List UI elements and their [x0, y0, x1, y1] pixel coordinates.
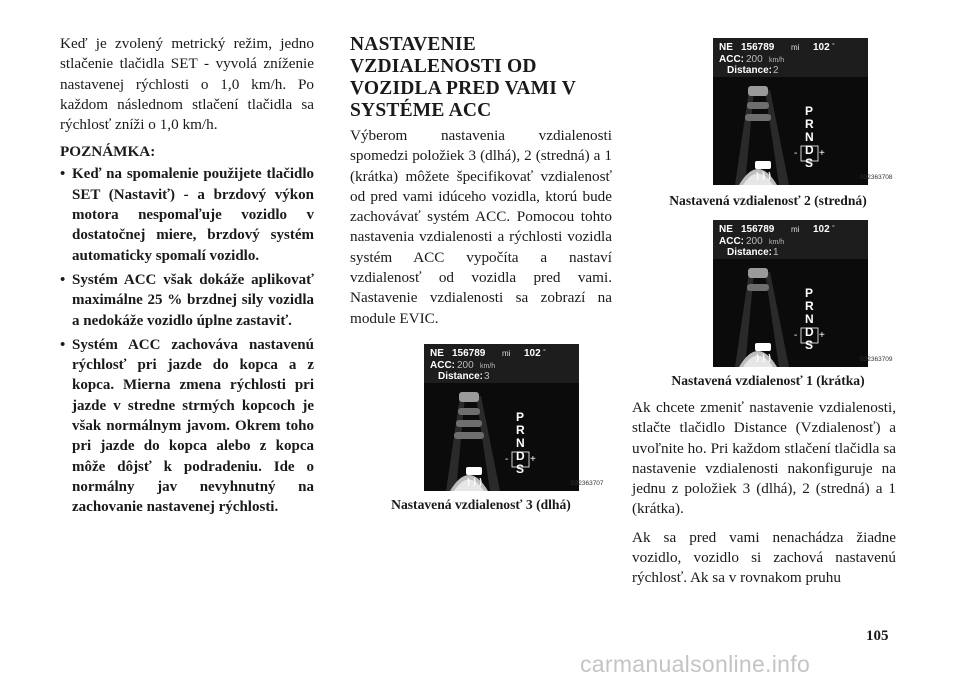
gear-letter: D [805, 325, 814, 339]
intro-paragraph: Keď je zvolený metrický režim, jedno stlačenie tlačidla SET - vyvolá zníženie nastavenej rýchlosti o 1,0 km/h. Po každom následnom stlačení tlačidla sa rýchlosť zníži o 1,0 km/h. [60, 35, 314, 134]
acc-label: ACC: [719, 54, 744, 65]
temperature-value: 102 [524, 348, 541, 359]
cluster-figure-distance-2 [713, 38, 893, 185]
gear-plus: + [819, 330, 825, 341]
cluster-figure-distance-1 [713, 220, 893, 367]
gear-letter: D [805, 143, 814, 157]
instruction-paragraph: Ak sa pred vami nenachádza žiadne vozidlo, vozidlo si zachová nastavenú rýchlosť. Ak sa v rovnakom pruhu [632, 528, 896, 587]
figure-code: 032363708 [860, 174, 893, 181]
gear-plus: + [819, 148, 825, 159]
figure-caption: Nastavená vzdialenosť 1 (krátka) [671, 373, 865, 388]
section-body: Výberom nastavenia vzdialenosti spomedzi položiek 3 (dlhá), 2 (stredná) a 1 (krátka) môžete špecifikovať vzdialenosť od pred vami idúceho vozidla, ktorú bude zachovávať systém ACC. Pomocou tohto nastavenia vzdialenosti a rýchlosti vozidla systém ACC vypočíta a nastaví vzdialenosť od vozidla pred vami. Nastavenie vzdialenosti sa zobrazí na module EVIC. [350, 127, 612, 327]
distance-gap-bar [745, 114, 771, 121]
odometer-unit: mi [791, 43, 800, 52]
distance-setting-value: 3 [484, 371, 490, 382]
instrument-cluster-display [424, 344, 579, 491]
acc-label: ACC: [719, 236, 744, 247]
figure-caption: Nastavená vzdialenosť 2 (stredná) [669, 193, 867, 208]
instrument-cluster-display [713, 38, 868, 185]
odometer-unit: mi [791, 225, 800, 234]
gear-letter: S [516, 462, 525, 476]
lead-vehicle [748, 86, 768, 96]
distance-setting-value: 2 [773, 65, 779, 76]
distance-gap-bar [458, 408, 480, 415]
distance-gap-bar [454, 432, 484, 439]
distance-gap-bar [747, 284, 769, 291]
acc-speed-unit: km/h [769, 239, 785, 246]
note-item: • Systém ACC však dokáže aplikovať maximálne 25 % brzdnej sily vozidla a nedokáže vozidlo úplne zastaviť. [60, 270, 314, 331]
acc-speed-value: 200 [746, 236, 763, 247]
left-column [60, 34, 314, 522]
lead-vehicle [748, 268, 768, 278]
gear-letter: R [805, 117, 814, 131]
acc-speed-unit: km/h [769, 57, 785, 64]
distance-gap-bar [747, 102, 769, 109]
compass-heading: NE [719, 224, 733, 235]
temperature-unit: ° [832, 43, 835, 50]
temperature-value: 102 [813, 42, 830, 53]
gear-letter: R [516, 423, 525, 437]
note-item: • Systém ACC zachováva nastavenú rýchlosť pri jazde do kopca a z kopca. Mierna zmena rýchlosti pri jazde v stredne strmých kopcoch je však normálnym javom. Okrem toho pri jazde do kopca alebo z kopca môže dôjsť k podradeniu. Ide o normálny jav nevyhnutný na zachovanie nastavenej rýchlosti. [60, 335, 314, 518]
odometer-value: 156789 [741, 224, 775, 235]
gear-letter: R [805, 299, 814, 313]
gear-plus: + [530, 454, 536, 465]
distance-gap-bar [456, 420, 482, 427]
gear-letter: P [805, 104, 814, 118]
note-heading: POZNÁMKA: [60, 143, 156, 161]
figure-code: 032363707 [571, 480, 604, 487]
gear-minus: - [505, 454, 509, 465]
gear-letter: S [805, 338, 814, 352]
lead-vehicle [459, 392, 479, 402]
gear-letter: N [805, 312, 814, 326]
gear-minus: - [794, 148, 798, 159]
acc-label: ACC: [430, 360, 455, 371]
page-number: 105 [866, 628, 889, 644]
note-item: • Keď na spomalenie použijete tlačidlo SET (Nastaviť) - a brzdový výkon motora nespomaľuje vozidlo v dostatočnej miere, brzdový systém automaticky spomalí vozidlo. [60, 164, 314, 265]
temperature-value: 102 [813, 224, 830, 235]
gear-letter: P [805, 286, 814, 300]
distance-label: Distance: [727, 65, 773, 76]
distance-setting-value: 1 [773, 247, 779, 258]
acc-speed-value: 200 [746, 54, 763, 65]
watermark-text: carmanualsonline.info [580, 651, 811, 677]
gear-letter: P [516, 410, 525, 424]
instrument-cluster-display [713, 220, 868, 367]
compass-heading: NE [430, 348, 444, 359]
gear-letter: N [805, 130, 814, 144]
distance-label: Distance: [727, 247, 773, 258]
middle-column [350, 34, 612, 329]
cluster-figure-distance-3 [424, 344, 604, 491]
gear-minus: - [794, 330, 798, 341]
gear-letter: S [805, 156, 814, 170]
odometer-unit: mi [502, 349, 511, 358]
acc-speed-value: 200 [457, 360, 474, 371]
gear-letter: N [516, 436, 525, 450]
acc-speed-unit: km/h [480, 363, 496, 370]
distance-label: Distance: [438, 371, 484, 382]
temperature-unit: ° [832, 225, 835, 232]
gear-letter: D [516, 449, 525, 463]
compass-heading: NE [719, 42, 733, 53]
figure-caption: Nastavená vzdialenosť 3 (dlhá) [391, 497, 571, 512]
temperature-unit: ° [543, 349, 546, 356]
figure-code: 032363709 [860, 356, 893, 363]
instruction-paragraph: Ak chcete zmeniť nastavenie vzdialenosti, stlačte tlačidlo Distance (Vzdialenosť) a uvoľnite ho. Pri každom stlačení tlačidla sa nastavenie vzdialenosti nakonfiguruje na jednu z položiek 3 (dlhá), 2 (stredná) a 1 (krátka). [632, 399, 896, 518]
right-column-text [632, 398, 896, 589]
odometer-value: 156789 [452, 348, 486, 359]
note-list [60, 164, 314, 517]
section-title: NASTAVENIE VZDIALENOSTI OD VOZIDLA PRED VAMI V SYSTÉME ACC [350, 34, 576, 121]
odometer-value: 156789 [741, 42, 775, 53]
